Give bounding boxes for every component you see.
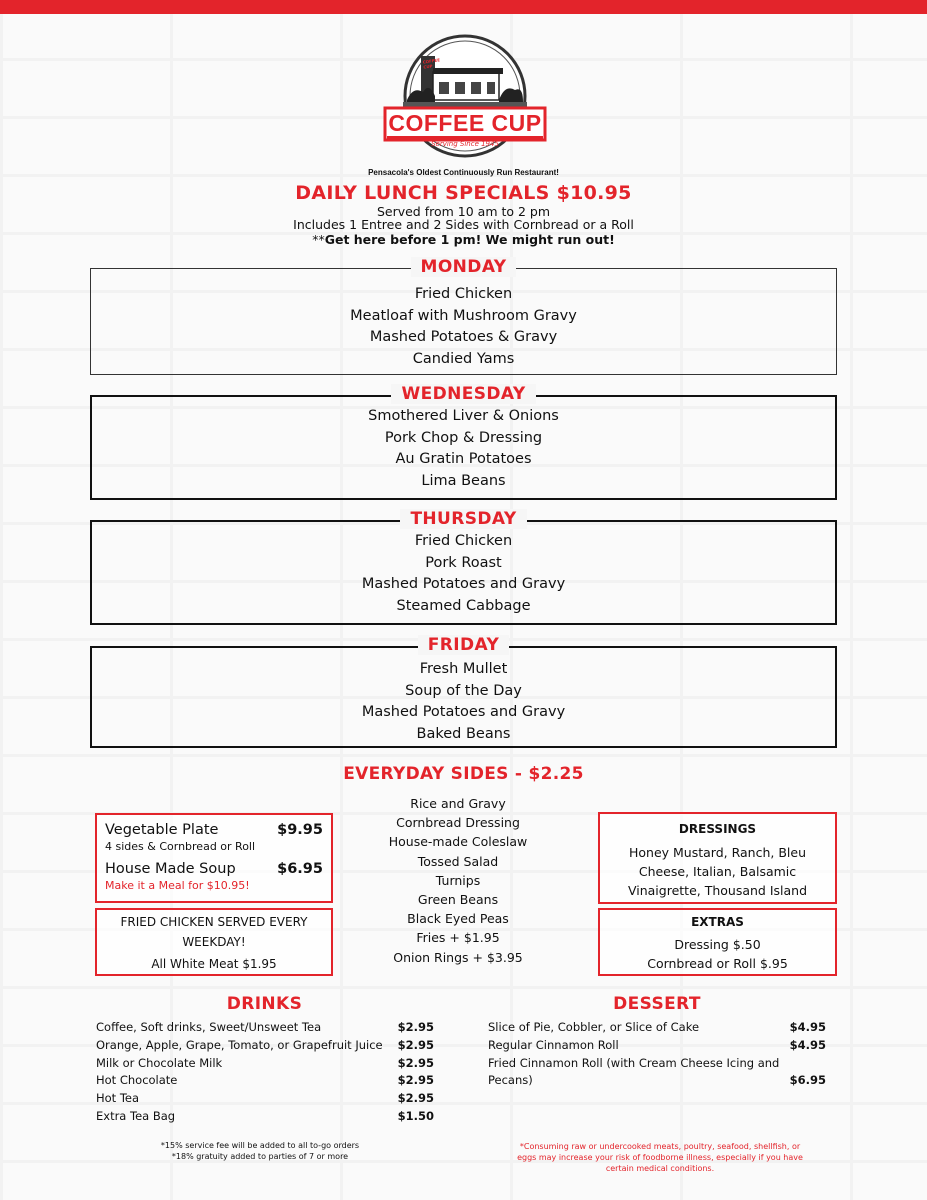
fried-chicken-line2: WEEKDAY!	[182, 935, 246, 949]
day-items-wednesday	[90, 406, 837, 492]
menu-item: Fried Chicken	[414, 533, 513, 549]
drink-name: Extra Tea Bag	[96, 1109, 176, 1123]
menu-item: Fried Chicken	[414, 286, 513, 302]
day-title-friday	[90, 635, 837, 655]
fried-chicken-line1: FRIED CHICKEN SERVED EVERY	[120, 915, 308, 929]
drink-name: Hot Chocolate	[96, 1073, 178, 1088]
extras-title: EXTRAS	[691, 915, 744, 929]
day-items-friday	[90, 659, 837, 745]
menu-item: Steamed Cabbage	[396, 597, 531, 614]
day-items-monday	[90, 284, 837, 370]
dressings-line2: Cheese, Italian, Balsamic	[638, 864, 797, 879]
drink-row	[96, 1090, 434, 1108]
drink-price: $2.95	[397, 1055, 434, 1070]
dressings-title: DRESSINGS	[678, 822, 757, 836]
plates-box	[95, 813, 333, 903]
lunch-includes: Includes 1 Entree and 2 Sides with Cornbread or a Roll	[293, 217, 634, 232]
dressings-line3: Vinaigrette, Thousand Island	[627, 883, 808, 898]
top-bar	[0, 0, 927, 14]
logo-name: COFFEE CUP	[388, 110, 542, 136]
menu-item: Mashed Potatoes and Gravy	[361, 576, 566, 592]
side-item: Cornbread Dressing	[396, 815, 520, 831]
side-item: Onion Rings + $3.95	[393, 949, 523, 965]
menu-item: Pork Roast	[425, 554, 502, 571]
warning-line: *Consuming raw or undercooked meats, poultry, seafood, shellfish, or	[519, 1142, 801, 1151]
drink-price: $2.95	[397, 1073, 434, 1088]
vegetable-plate-price: $9.95	[277, 822, 323, 838]
drink-price: $2.95	[397, 1020, 434, 1034]
dessert-price: $4.95	[789, 1020, 826, 1034]
drink-row	[96, 1108, 434, 1126]
drink-name: Milk or Chocolate Milk	[96, 1055, 223, 1070]
drink-name: Coffee, Soft drinks, Sweet/Unsweet Tea	[96, 1020, 322, 1034]
day-title-thursday	[90, 509, 837, 529]
sides-title: EVERYDAY SIDES - $2.25	[343, 764, 584, 784]
warning-line: certain medical conditions.	[605, 1164, 715, 1173]
house-soup-name: House Made Soup	[105, 861, 236, 877]
day-label: MONDAY	[411, 257, 517, 277]
drinks-title: DRINKS	[226, 994, 303, 1014]
drink-name: Orange, Apple, Grape, Tomato, or Grapefruit Juice	[96, 1037, 383, 1052]
drink-name: Hot Tea	[96, 1091, 140, 1106]
vegetable-plate-desc: 4 sides & Cornbread or Roll	[105, 840, 256, 853]
menu-item: Fresh Mullet	[419, 661, 508, 677]
note-prefix: **	[312, 232, 325, 247]
menu-item: Smothered Liver & Onions	[368, 408, 559, 424]
side-item: Tossed Salad	[417, 853, 499, 869]
day-title-monday	[90, 257, 837, 277]
logo-since: Serving Since 1945	[431, 140, 499, 148]
menu-item: Au Gratin Potatoes	[395, 451, 532, 467]
dessert-row	[488, 1072, 826, 1090]
menu-item: Lima Beans	[421, 472, 506, 489]
menu-item: Mashed Potatoes and Gravy	[361, 704, 566, 720]
drink-row	[96, 1037, 434, 1055]
dessert-name: Regular Cinnamon Roll	[488, 1037, 619, 1052]
logo	[383, 34, 547, 164]
warning-line: eggs may increase your risk of foodborne illness, especially if you have	[517, 1153, 803, 1162]
vegetable-plate-name: Vegetable Plate	[105, 822, 219, 838]
menu-item: Baked Beans	[416, 725, 511, 742]
drink-row	[96, 1019, 434, 1037]
menu-item: Pork Chop & Dressing	[384, 429, 543, 446]
logo-sign: COFFEE CUP	[422, 57, 441, 70]
day-title-wednesday	[90, 384, 837, 404]
page-title: DAILY LUNCH SPECIALS $10.95	[295, 182, 632, 204]
side-item: Turnips	[435, 872, 481, 888]
drink-row	[96, 1072, 434, 1090]
day-label: WEDNESDAY	[391, 384, 535, 404]
extras-line2: Cornbread or Roll $.95	[647, 956, 788, 971]
drink-price: $1.50	[397, 1109, 434, 1123]
lunch-hours: Served from 10 am to 2 pm	[376, 204, 551, 219]
house-soup-desc: Make it a Meal for $10.95!	[105, 879, 250, 892]
side-item: Green Beans	[417, 891, 499, 907]
dressings-box	[598, 812, 837, 904]
side-item: Black Eyed Peas	[407, 911, 509, 927]
dessert-name: Slice of Pie, Cobbler, or Slice of Cake	[488, 1020, 700, 1034]
note-text: Get here before 1 pm! We might run out!	[324, 232, 615, 247]
day-label: THURSDAY	[400, 509, 526, 529]
sides-list	[358, 794, 558, 967]
fried-chicken-line3: All White Meat $1.95	[151, 957, 277, 971]
extras-box	[598, 908, 837, 976]
day-items-thursday	[90, 531, 837, 617]
dressings-line1: Honey Mustard, Ranch, Bleu	[628, 845, 806, 860]
menu-item: Mashed Potatoes & Gravy	[369, 329, 558, 345]
drink-price: $2.95	[397, 1037, 434, 1052]
dessert-row	[488, 1037, 826, 1055]
fee-note: *18% gratuity added to parties of 7 or more	[171, 1152, 349, 1161]
lunch-note	[0, 232, 927, 247]
vegetable-plate	[105, 822, 323, 838]
consumer-warning	[490, 1141, 830, 1174]
menu-item: Meatloaf with Mushroom Gravy	[350, 307, 577, 324]
house-soup	[105, 861, 323, 877]
side-item: Rice and Gravy	[410, 796, 506, 811]
fee-notes	[120, 1140, 400, 1162]
extras-line1: Dressing $.50	[674, 937, 761, 952]
menu-item: Candied Yams	[412, 350, 515, 367]
drink-row	[96, 1055, 434, 1073]
day-label: FRIDAY	[418, 635, 509, 655]
dessert-price: $6.95	[789, 1073, 826, 1088]
fee-note: *15% service fee will be added to all to-go orders	[160, 1141, 360, 1150]
dessert-name: Pecans)	[488, 1073, 533, 1088]
fried-chicken-box	[95, 908, 333, 976]
menu-item: Soup of the Day	[405, 682, 522, 699]
tagline: Pensacola's Oldest Continuously Run Restaurant!	[368, 168, 559, 177]
dessert-name: Fried Cinnamon Roll (with Cream Cheese Icing and	[488, 1055, 780, 1070]
house-soup-price: $6.95	[277, 861, 323, 877]
side-item: House-made Coleslaw	[388, 834, 528, 850]
side-item: Fries + $1.95	[416, 930, 500, 946]
dessert-price: $4.95	[789, 1037, 826, 1052]
dessert-title: DESSERT	[613, 994, 701, 1014]
drink-price: $2.95	[397, 1091, 434, 1106]
dessert-row	[488, 1055, 826, 1073]
dessert-row	[488, 1019, 826, 1037]
